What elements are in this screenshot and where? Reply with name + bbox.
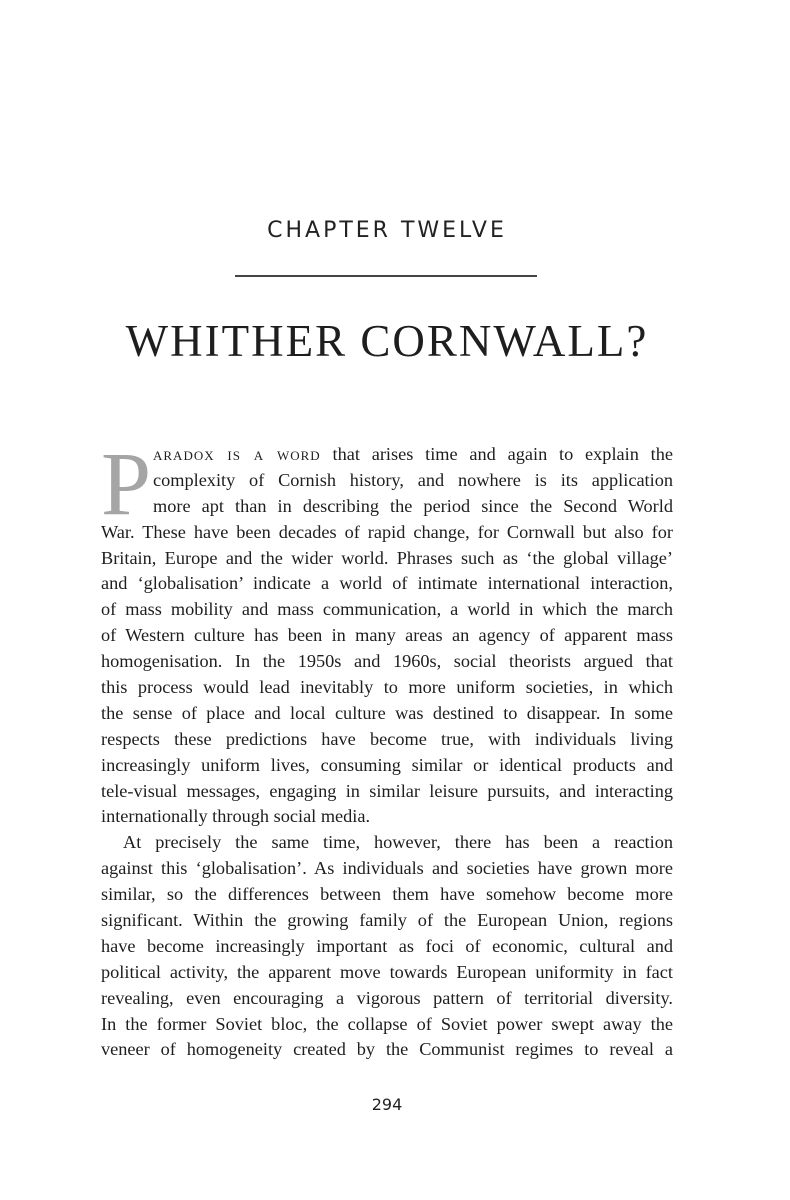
text-line: more apt than in describing the period since the Second World <box>153 495 673 516</box>
drop-cap: P <box>101 435 152 534</box>
text-line: aradox is a word that arises time and again to explain the <box>153 444 673 464</box>
text-line: homogenisation. In the 1950s and 1960s, social theorists argued that <box>101 651 673 672</box>
text-line: and ‘globalisation’ indicate a world of intimate international interaction, <box>101 573 673 594</box>
text-line: veneer of homogeneity created by the Communist regimes to reveal a <box>101 1039 673 1060</box>
lead-small-caps: aradox is a word <box>153 444 321 464</box>
chapter-rule <box>235 275 537 277</box>
text-line: similar, so the differences between them have somehow become more <box>101 884 673 905</box>
text-line: respects these predictions have become true, with individuals living <box>101 728 673 749</box>
text-line: against this ‘globalisation’. As individuals and societies have grown more <box>101 858 673 879</box>
text-line: increasingly uniform lives, consuming similar or identical products and <box>101 754 673 775</box>
body-text <box>101 435 673 1063</box>
text-line: In the former Soviet bloc, the collapse of Soviet power swept away the <box>101 1013 673 1034</box>
text-line: internationally through social media. <box>101 806 371 827</box>
text-line: this process would lead inevitably to more uniform societies, in which <box>101 677 673 698</box>
text-line: Britain, Europe and the wider world. Phrases such as ‘the global village’ <box>101 547 673 568</box>
text-line: of Western culture has been in many areas an agency of apparent mass <box>101 625 673 646</box>
text-line: revealing, even encouraging a vigorous pattern of territorial diversity. <box>101 987 673 1008</box>
text-line: the sense of place and local culture was destined to disappear. In some <box>101 702 673 723</box>
chapter-label: CHAPTER TWELVE <box>267 218 507 243</box>
text-line: of mass mobility and mass communication, a world in which the march <box>101 599 673 620</box>
page-number: 294 <box>371 1095 403 1114</box>
text-line: At precisely the same time, however, there has been a reaction <box>123 832 673 853</box>
text-line: tele-visual messages, engaging in similar leisure pursuits, and interacting <box>101 780 673 801</box>
chapter-title: WHITHER CORNWALL? <box>125 316 649 366</box>
text-line: significant. Within the growing family of the European Union, regions <box>101 910 673 931</box>
text-line: complexity of Cornish history, and nowhere is its application <box>153 469 673 490</box>
text-line: have become increasingly important as foci of economic, cultural and <box>101 935 673 956</box>
text-line: War. These have been decades of rapid change, for Cornwall but also for <box>101 521 673 542</box>
text-line: political activity, the apparent move towards European uniformity in fact <box>101 961 673 982</box>
